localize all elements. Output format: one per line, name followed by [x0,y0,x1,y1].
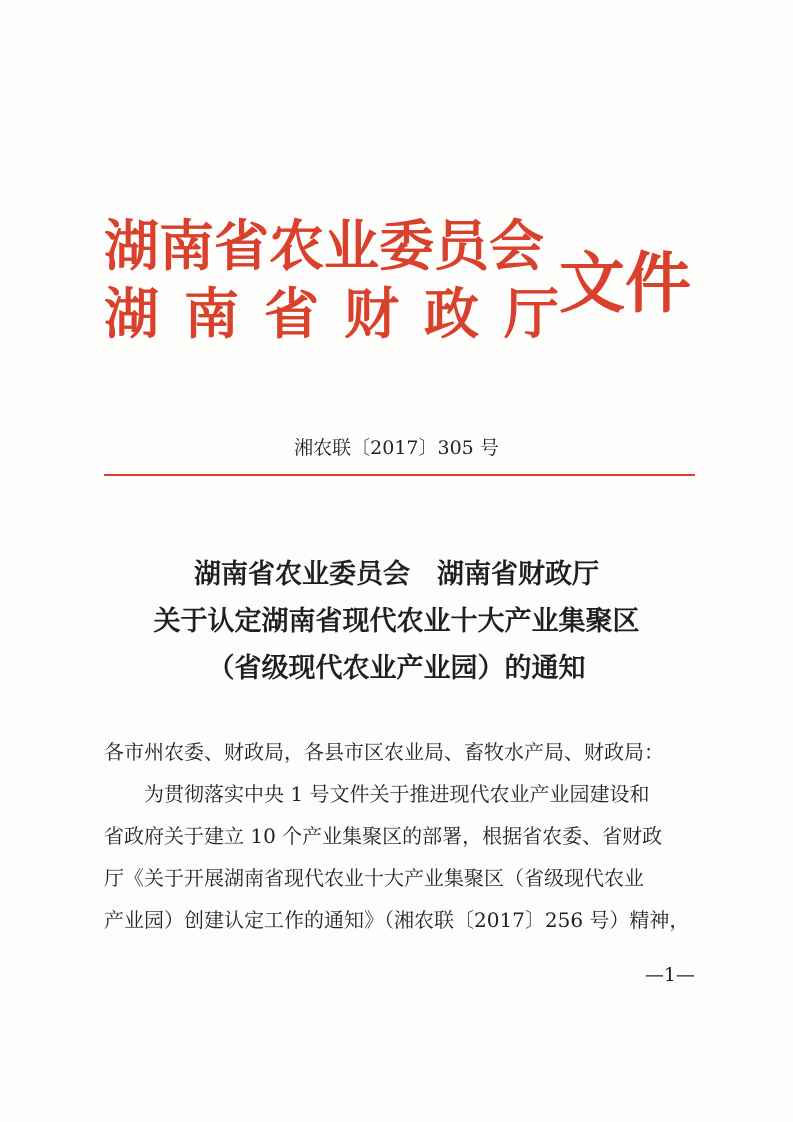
addressee-line: 各市州农委、财政局，各县市区农业局、畜牧水产局、财政局： [104,740,664,764]
body-line: 产业园）创建认定工作的通知》（湘农联〔2017〕256 号）精神， [104,908,690,932]
document-word: 文件 [559,245,691,322]
title-line-2: 关于认定湖南省现代农业十大产业集聚区 [153,606,640,637]
page-number: —1— [644,964,695,986]
issuer-block [104,212,585,348]
body-line: 厅《关于开展湖南省现代农业十大产业集聚区（省级现代农业 [104,866,644,890]
document-number: 湘农联〔2017〕305 号 [294,437,499,459]
issuer-finance-department: 湖南省财政厅 [104,282,585,346]
body-line: 为贯彻落实中央 1 号文件关于推进现代农业产业园建设和 [144,782,650,806]
title-line-1: 湖南省农业委员会 湖南省财政厅 [194,559,599,590]
red-separator-line [104,474,695,476]
body-line: 省政府关于建立 10 个产业集聚区的部署，根据省农委、省财政 [104,824,663,848]
title-line-3: （省级现代农业产业园）的通知 [207,653,586,684]
document-body [104,731,696,941]
issuer-agriculture-committee: 湖南省农业委员会 [104,214,545,278]
document-title [0,551,793,692]
